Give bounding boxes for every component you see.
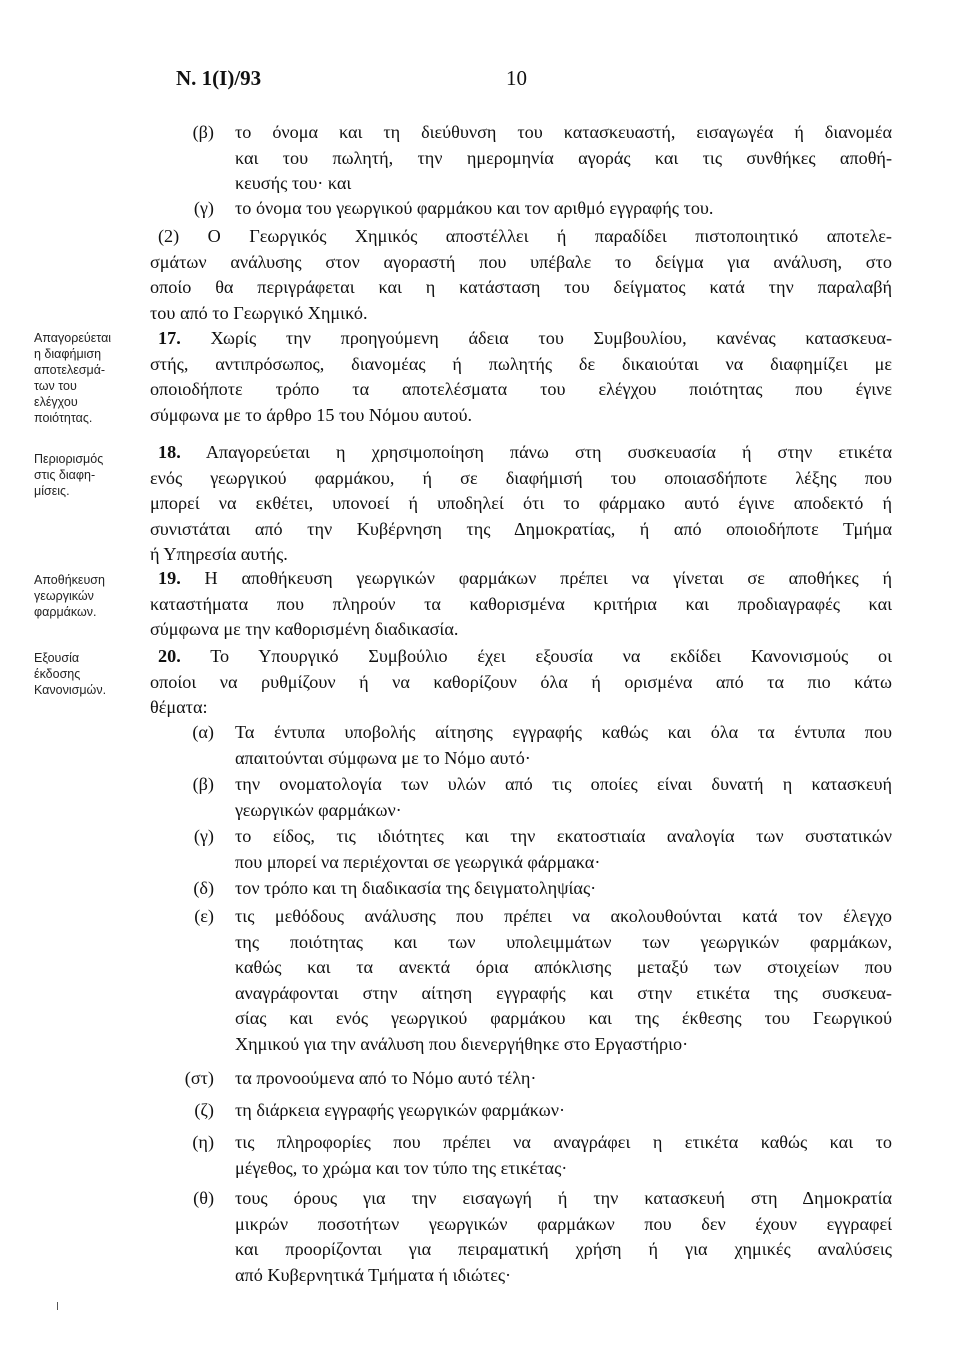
item-line: τη διάρκεια εγγραφής γεωργικών φαρμάκων· xyxy=(235,1100,566,1120)
article-line: συνιστάται από την Κυβέρνηση της Δημοκρατίας, ή από οποιοδήποτε Τμήμα xyxy=(150,518,892,539)
margin-note-storage xyxy=(34,572,154,620)
paragraph-2 xyxy=(150,224,892,326)
article-number: 20. xyxy=(158,646,181,666)
article-line: θέματα: xyxy=(150,697,208,717)
article-line: καταστήματα που πληρούν τα καθορισμένα κριτήρια και προδιαγραφές και xyxy=(150,593,892,614)
margin-note-regulations-power xyxy=(34,650,154,698)
scan-speck xyxy=(57,1302,58,1310)
article-line: ή Υπηρεσία αυτής. xyxy=(150,544,288,564)
item-line: και του πωλητή, την ημερομηνία αγοράς και τις συνθήκες αποθή- xyxy=(235,147,892,168)
item-line: που μπορεί να περιέχονται σε γεωργικά φάρμακα· xyxy=(235,851,601,872)
item-line: την ονοματολογία των υλών από τις οποίες είναι δυνατή η κατασκευή xyxy=(235,774,892,794)
item-line: γεωργικών φαρμάκων· xyxy=(235,799,402,820)
article-line: σύμφωνα με την καθορισμένη διαδικασία. xyxy=(150,619,459,639)
item-marker: (θ) xyxy=(193,1188,214,1208)
margin-line: Εξουσία xyxy=(34,651,80,665)
article-number: 19. xyxy=(158,568,181,588)
item-marker: (ε) xyxy=(194,906,214,926)
margin-line: γεωργικών xyxy=(34,589,94,603)
margin-note-advertising-restriction xyxy=(34,451,154,499)
margin-line: Αποθήκευση xyxy=(34,573,105,587)
article-line: οποίοι να ρυθμίζουν ή να καθορίζουν όλα ή ορισμένα από τα πιο κάτω xyxy=(150,671,892,692)
item-line: καθώς και τα ανεκτά όρια απόκλισης μεταξύ των στοιχείων που xyxy=(235,957,892,977)
item-line: τους όρους για την εισαγωγή ή την κατασκευή στη Δημοκρατία xyxy=(235,1188,892,1208)
item-line: από Κυβερνητικά Τμήματα ή ιδιώτες· xyxy=(235,1264,512,1285)
margin-line: ποιότητας. xyxy=(34,411,93,425)
item-marker: (στ) xyxy=(184,1068,214,1088)
item-line: μέγεθος, το χρώμα και τον τύπο της ετικέτας· xyxy=(235,1157,568,1178)
page-number: 10 xyxy=(506,66,527,90)
article-line: οποιοδήποτε τρόπο τα αποτελέσματα του ελέγχου ποιότητας που έγινε xyxy=(150,379,892,399)
article-line: Η αποθήκευση γεωργικών φαρμάκων πρέπει να γίνεται σε αποθήκες ή xyxy=(204,568,893,588)
margin-line: των του xyxy=(34,379,77,393)
article-line: σύμφωνα με το άρθρο 15 του Νόμου αυτού. xyxy=(150,404,473,425)
article-line: Χωρίς την προηγούμενη άδεια του Συμβουλίου, κανένας κατασκευα- xyxy=(210,328,892,348)
margin-line: έκδοσης xyxy=(34,667,81,681)
article-line: ενός γεωργικού φαρμάκου, ή σε διαφήμισή του οποιασδήποτε λέξης που xyxy=(150,467,892,488)
article-18 xyxy=(150,440,892,568)
paragraph-line: οποίο θα περιγράφεται και η κατάσταση του δείγματος κατά την παραλαβή xyxy=(150,277,892,297)
margin-line: μίσεις. xyxy=(34,484,70,498)
margin-line: Περιορισμός xyxy=(34,452,104,466)
paragraph-line: σμάτων ανάλυσης στον αγοραστή που υπέβαλε το δείγμα για ανάλυση, στο xyxy=(150,251,892,272)
margin-line: Κανονισμών. xyxy=(34,683,107,697)
item-marker: (β) xyxy=(192,122,214,142)
item-marker: (γ) xyxy=(193,198,214,218)
law-reference: Ν. 1(Ι)/93 xyxy=(176,66,262,90)
page-header xyxy=(176,66,896,96)
item-line: αναγράφονται στην αίτηση εγγραφής και στην ετικέτα της συσκευα- xyxy=(235,982,892,1003)
paragraph-line: (2) Ο Γεωργικός Χημικός αποστέλλει ή παραδίδει πιστοποιητικό αποτελε- xyxy=(158,226,892,246)
article-line: Απαγορεύεται η χρησιμοποίηση πάνω στη συσκευασία ή στην ετικέτα xyxy=(205,442,892,462)
paragraph-line: του από το Γεωργικό Χημικό. xyxy=(150,302,368,323)
item-marker: (α) xyxy=(192,722,214,742)
item-line: μικρών ποσοτήτων γεωργικών φαρμάκων που δεν έχουν εγγραφεί xyxy=(235,1213,892,1234)
article-line: μπορεί να εκθέτει, υπονοεί ή υποδηλεί ότι το φάρμακο αυτό έγινε αποδεκτό ή xyxy=(150,493,892,513)
item-line: Χημικού για την ανάλυση που διενεργήθηκε στο Εργαστήριο· xyxy=(235,1033,689,1054)
article-number: 17. xyxy=(158,328,181,348)
item-line: Τα έντυπα υποβολής αίτησης εγγραφής καθώς και όλα τα έντυπα που xyxy=(235,722,892,742)
item-line: κευσής του· και xyxy=(235,173,352,193)
item-line: τον τρόπο και τη διαδικασία της δειγματοληψίας· xyxy=(235,878,597,898)
article-20 xyxy=(150,644,892,721)
item-marker: (η) xyxy=(192,1132,214,1152)
article-number: 18. xyxy=(158,442,181,462)
item-marker: (ζ) xyxy=(194,1100,214,1120)
margin-line: Απαγορεύεται xyxy=(34,331,112,345)
item-marker: (δ) xyxy=(193,878,214,898)
item-line: απαιτούνται σύμφωνα με το Νόμο αυτό· xyxy=(235,747,531,768)
item-line: τις μεθόδους ανάλυσης που πρέπει να ακολουθούνται κατά τον έλεγχο xyxy=(235,906,892,926)
margin-line: αποτελεσμά- xyxy=(34,363,106,377)
item-line: τις πληροφορίες που πρέπει να αναγράφει η ετικέτα καθώς και το xyxy=(235,1132,892,1152)
item-marker: (β) xyxy=(192,774,214,794)
margin-line: ελέγχου xyxy=(34,395,78,409)
article-line: στής, αντιπρόσωπος, διανομέας ή πωλητής δε δικαιούται να διαφημίζει με xyxy=(150,353,892,374)
article-19 xyxy=(150,566,892,643)
item-line: τα προνοούμενα από το Νόμο αυτό τέλη· xyxy=(235,1068,537,1088)
article-17 xyxy=(150,326,892,428)
item-line: σίας και ενός γεωργικού φαρμάκου και της έκθεσης του Γεωργικού xyxy=(235,1008,892,1028)
margin-line: φαρμάκων. xyxy=(34,605,97,619)
item-line: το όνομα του γεωργικού φαρμάκου και τον αριθμό εγγραφής του. xyxy=(235,198,714,218)
item-line: της ποιότητας και των υπολειμμάτων των γεωργικών φαρμάκων, xyxy=(235,931,892,952)
item-line: και προορίζονται για πειραματική χρήση ή για χημικές αναλύσεις xyxy=(235,1239,892,1259)
article-line: Το Υπουργικό Συμβούλιο έχει εξουσία να εκδίδει Κανονισμούς οι xyxy=(210,646,893,666)
item-line: το όνομα και τη διεύθυνση του κατασκευαστή, εισαγωγέα ή διανομέα xyxy=(235,122,892,142)
item-marker: (γ) xyxy=(193,826,214,846)
margin-line: στις διαφη- xyxy=(34,468,96,482)
margin-note-advertising-ban xyxy=(34,330,154,426)
item-line: το είδος, τις ιδιότητες και την εκατοστιαία αναλογία των συστατικών xyxy=(235,826,892,846)
margin-line: η διαφήμιση xyxy=(34,347,102,361)
